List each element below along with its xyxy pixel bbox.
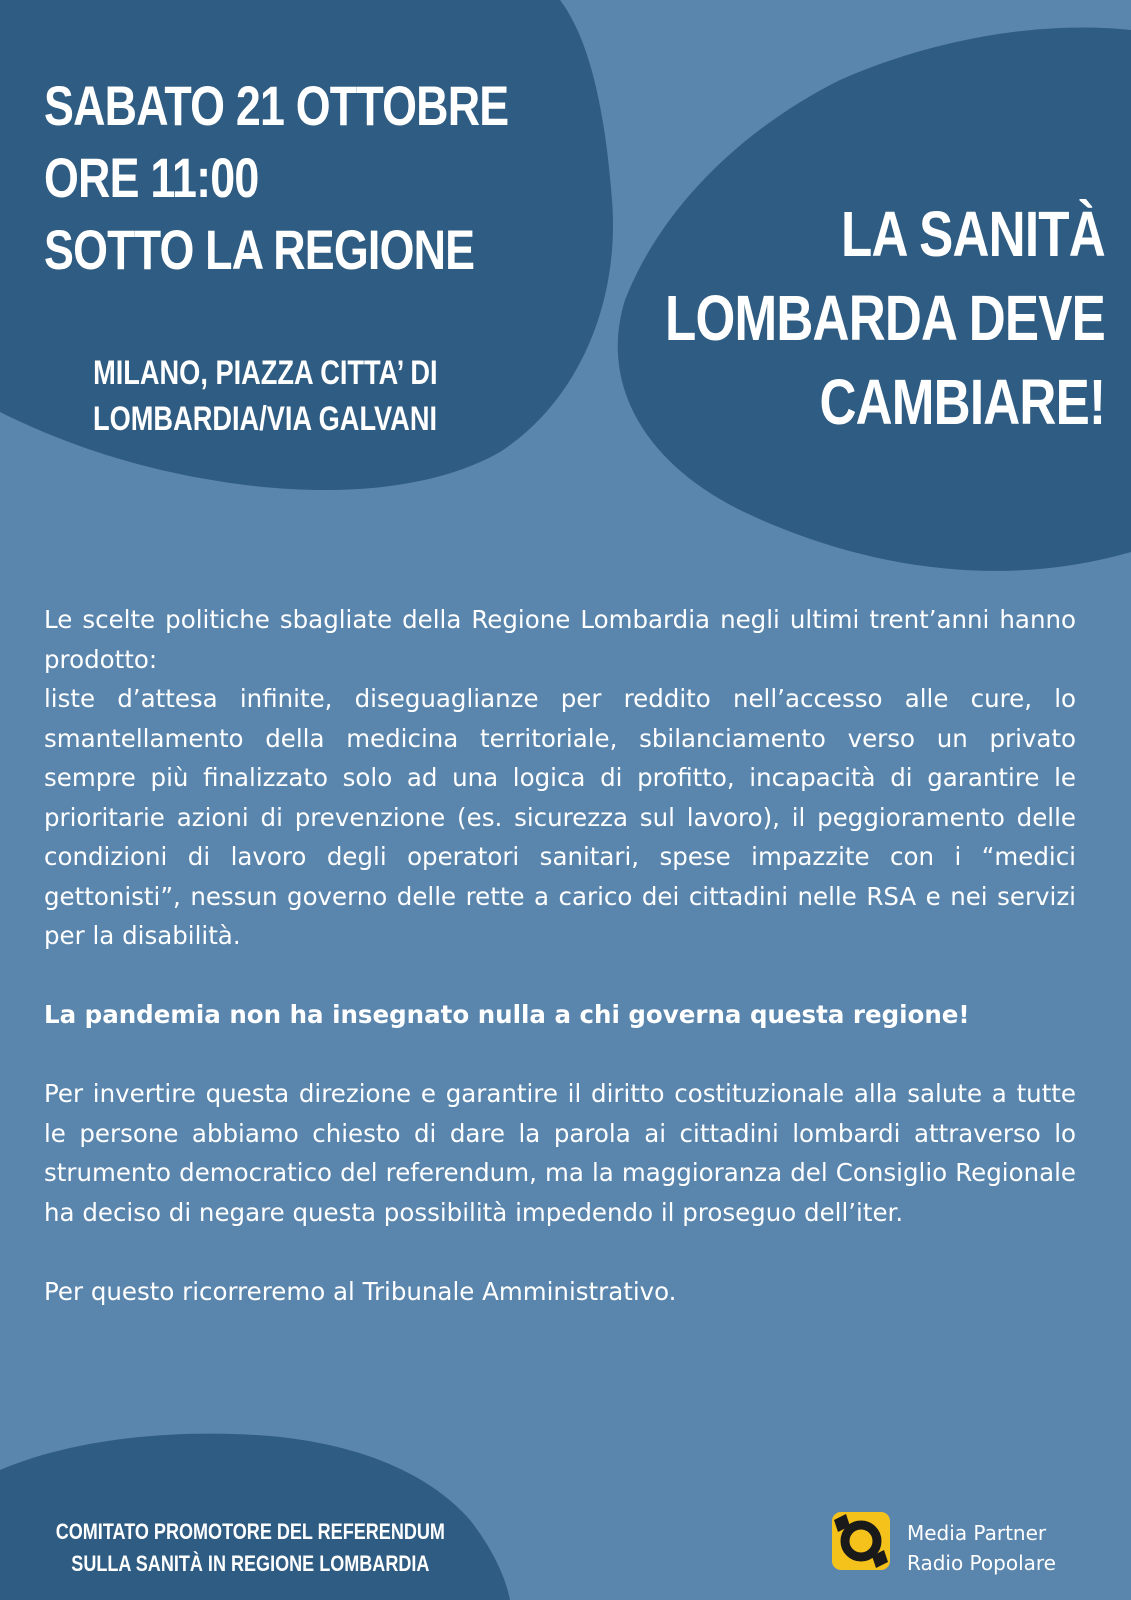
committee-line-1: [0, 1521, 500, 1544]
radio-popolare-logo-icon: [832, 1512, 890, 1570]
event-address-line-2: [0, 402, 530, 436]
body-highlight: La pandemia non ha insegnato nulla a chi governa questa regione!: [44, 1000, 970, 1029]
body-paragraph-list: liste d’attesa infinite, diseguaglianze per reddito nell’accesso alle cure, lo smantellamento della medicina territoriale, sbilanciamento verso un privato sempre più finalizzato solo ad una logica di profitto, incapacità di garantire le prioritarie azioni di prevenzione (es. sicurezza sul lavoro), il peggioramento delle condizioni di lavoro degli operatori sanitari, spese impazzite con i “medici gettonisti”, nessun governo delle rette a carico dei cittadini nelle RSA e nei servizi per la disabilità.: [44, 684, 1076, 950]
event-date: SABATO 21 OTTOBRE: [44, 74, 509, 137]
address-text-2: LOMBARDIA/VIA GALVANI: [92, 400, 437, 438]
committee-text-1: COMITATO PROMOTORE DEL REFERENDUM: [55, 1519, 445, 1544]
event-place: SOTTO LA REGIONE: [44, 218, 475, 281]
body-paragraph-tribunal: Per questo ricorreremo al Tribunale Amministrativo.: [44, 1276, 677, 1306]
event-address-line-1: [0, 356, 530, 390]
partner-name: Radio Popolare: [907, 1551, 1056, 1575]
partner-label: Media Partner: [907, 1521, 1047, 1545]
committee-line-2: [0, 1553, 500, 1576]
committee-text-2: SULLA SANITÀ IN REGIONE LOMBARDIA: [70, 1551, 430, 1576]
headline-line-2: LOMBARDA DEVE: [665, 282, 1105, 354]
body-paragraph-referendum: Per invertire questa direzione e garantire il diritto costituzionale alla salute a tutte le persone abbiamo chiesto di dare la parola ai cittadini lombardi attraverso lo strumento democratico del referendum, ma la maggioranza del Consiglio Regionale ha deciso di negare questa possibilità impedendo il proseguo dell’iter.: [44, 1079, 1076, 1227]
body-paragraph-intro: Le scelte politiche sbagliate della Regione Lombardia negli ultimi trent’anni hanno prodotto:: [44, 605, 1076, 674]
headline-line-1: LA SANITÀ: [841, 198, 1105, 270]
headline-line-3: CAMBIARE!: [819, 366, 1105, 438]
body-text: [44, 600, 1076, 1311]
event-time: ORE 11:00: [44, 146, 259, 209]
address-text-1: MILANO, PIAZZA CITTA’ DI: [92, 354, 438, 392]
